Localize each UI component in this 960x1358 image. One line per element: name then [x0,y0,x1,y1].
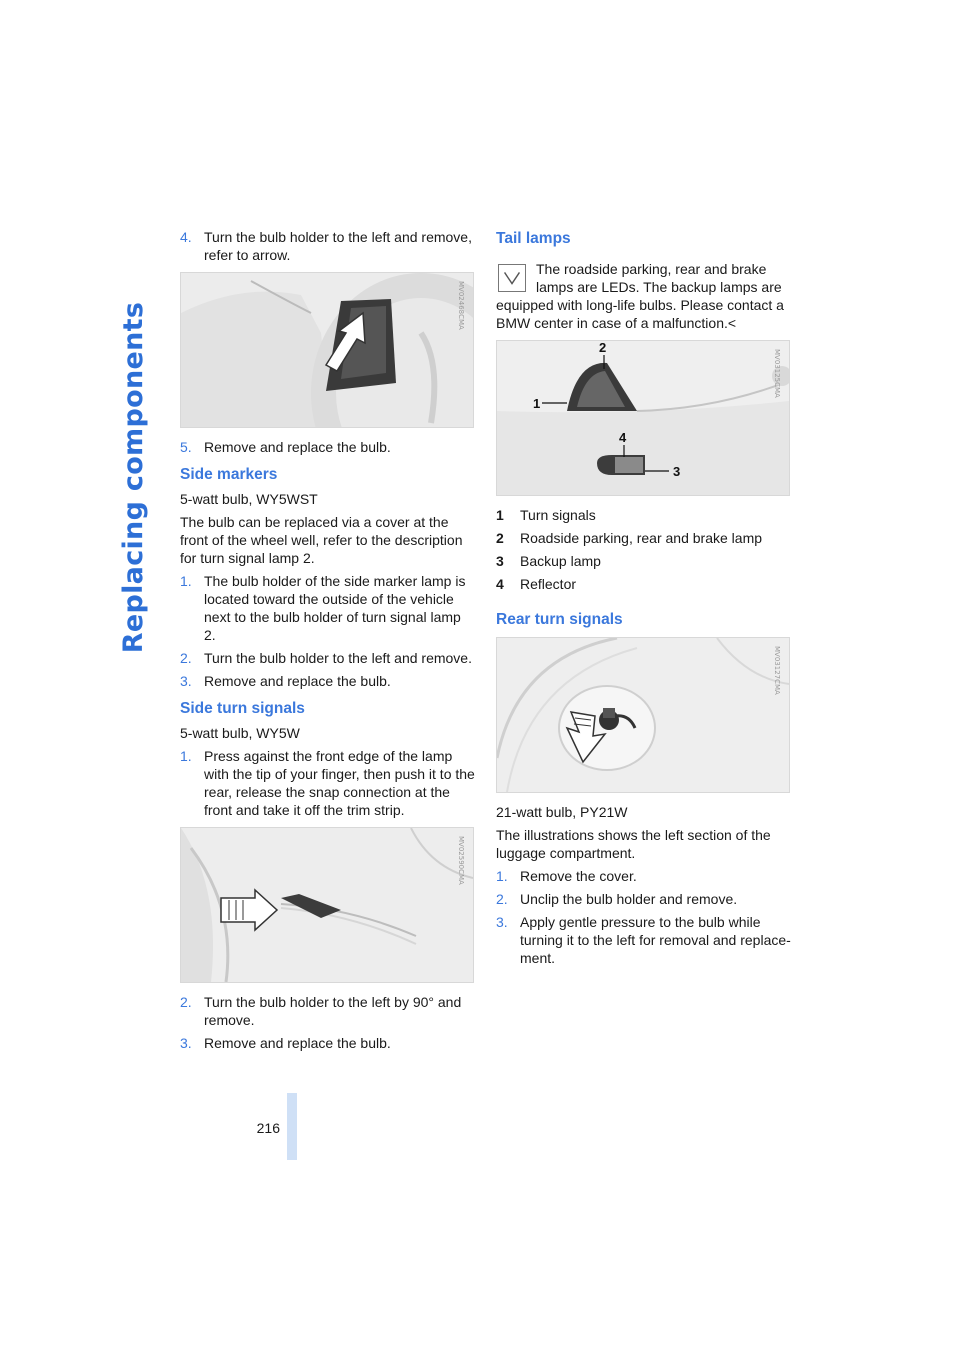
side-turn-signal-illustration [181,828,473,982]
step-number: 1. [180,573,192,589]
note-block [496,260,791,332]
section-title-vertical [112,232,156,722]
callout-3: 3 [673,464,681,479]
figure-tail-lamps [496,340,790,496]
tail-lamps-illustration [497,341,789,495]
step-item [496,890,791,908]
step-item [180,747,475,819]
step-item [180,649,475,667]
callout-4: 4 [619,430,627,445]
figure-id: MV03127CMA [773,646,781,695]
legend-item [496,552,791,570]
step-text: Unclip the bulb holder and remove. [520,891,738,907]
step-number: 5. [180,439,192,455]
heading-side-markers: Side markers [180,466,278,483]
step-number: 3. [496,914,508,930]
rear-turn-signal-illustration [497,638,789,792]
figure-id: MV02590CMA [457,836,465,885]
note-icon [498,264,526,292]
step-number: 1. [180,748,192,764]
heading-tail-lamps: Tail lamps [496,230,571,247]
legend-number: 1 [496,507,504,523]
step-text: Apply gentle pressure to the bulb while turning it to the left for removal and replace-ment. [520,914,791,966]
paragraph: The illustrations shows the left section of the luggage compartment. [496,827,771,861]
step-number: 2. [180,650,192,666]
bulb-spec: 5-watt bulb, WY5W [180,725,300,741]
step-item [180,438,475,456]
bulb-spec: 21-watt bulb, PY21W [496,804,628,820]
legend-item [496,575,791,593]
figure-side-turn-signal [180,827,474,983]
paragraph: The bulb can be replaced via a cover at the front of the wheel well, refer to the description for turn signal lamp 2. [180,514,463,566]
note-text: The roadside parking, rear and brake lamps are LEDs. The backup lamps are equipped with long-life bulbs. Please contact a BMW center in case of a malfunction. [496,261,784,331]
legend-text: Backup lamp [520,553,601,569]
page-number-bar [287,1093,297,1160]
step-item [180,993,475,1029]
step-text: Remove and replace the bulb. [204,1035,391,1051]
figure-id: MV02468CMA [457,281,465,330]
legend-item [496,529,791,547]
legend-number: 4 [496,576,504,592]
step-item [496,867,791,885]
step-item [496,913,791,967]
heading-side-turn-signals: Side turn signals [180,700,305,717]
figure-rear-turn-signal [496,637,790,793]
legend-number: 2 [496,530,504,546]
callout-2: 2 [599,341,607,355]
step-item [180,1034,475,1052]
step-text: Turn the bulb holder to the left and remove. [204,650,472,666]
step-text: Remove and replace the bulb. [204,673,391,689]
figure-wheel-well [180,272,474,428]
section-title: Replacing components [118,301,150,653]
page-number: 216 [256,1120,280,1136]
step-item [180,572,475,644]
legend-number: 3 [496,553,504,569]
step-number: 2. [180,994,192,1010]
wheel-well-illustration [181,273,473,427]
step-item [180,228,475,264]
step-text: Remove and replace the bulb. [204,439,391,455]
step-number: 4. [180,229,192,245]
step-text: Turn the bulb holder to the left by 90° and remove. [204,994,462,1028]
left-column [180,228,475,1057]
step-text: The bulb holder of the side marker lamp is located toward the outside of the vehicle next to the bulb holder of turn signal lamp 2. [204,573,466,643]
step-text: Turn the bulb holder to the left and remove, refer to arrow. [204,229,472,263]
callout-1: 1 [533,396,541,411]
step-number: 3. [180,673,192,689]
right-column [496,228,791,972]
bulb-spec: 5-watt bulb, WY5WST [180,491,318,507]
step-number: 1. [496,868,508,884]
note-end-mark: < [727,315,737,331]
step-item [180,672,475,690]
step-number: 3. [180,1035,192,1051]
legend-item [496,506,791,524]
step-text: Remove the cover. [520,868,637,884]
legend-text: Turn signals [520,507,596,523]
figure-id: MV03125CMA [773,349,781,398]
heading-rear-turn-signals: Rear turn signals [496,611,623,628]
step-number: 2. [496,891,508,907]
legend-text: Roadside parking, rear and brake lamp [520,530,763,546]
step-text: Press against the front edge of the lamp with the tip of your finger, then push it to the rear, release the snap connection at the front and take it off the trim strip. [204,748,475,818]
legend-text: Reflector [520,576,577,592]
